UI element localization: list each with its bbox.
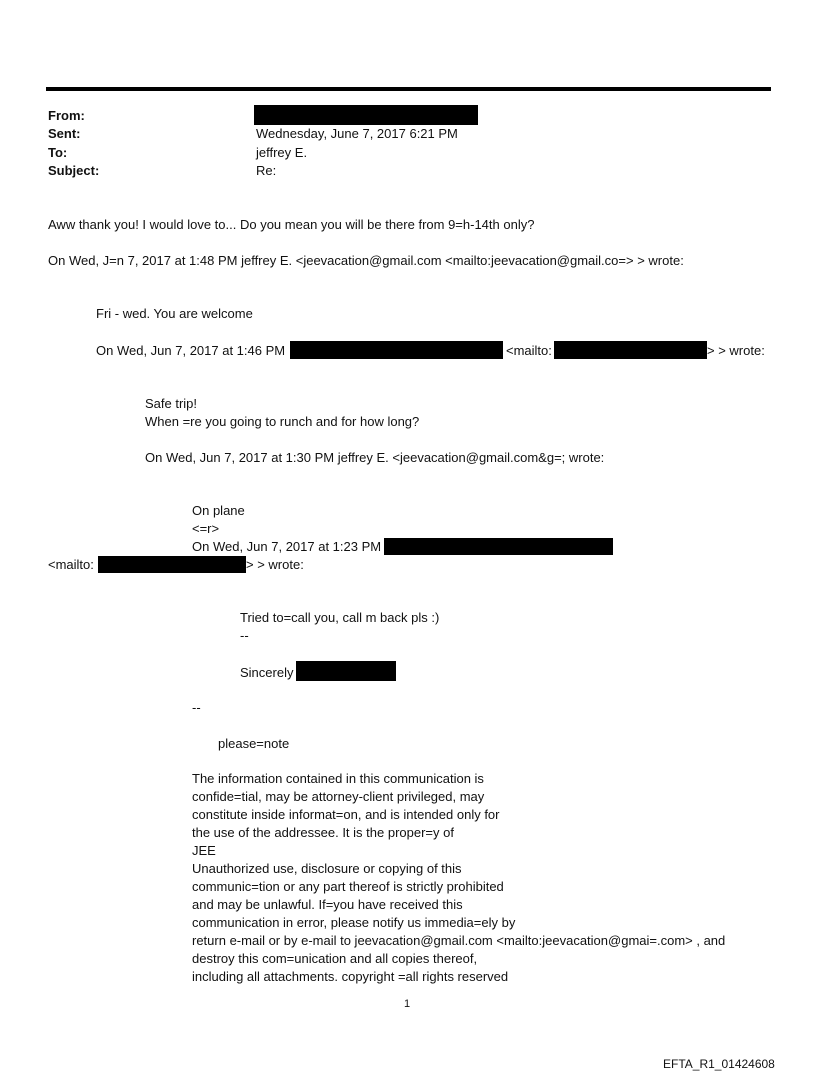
quote2-line-1: Safe trip! xyxy=(145,396,198,411)
from-label: From: xyxy=(48,108,85,123)
quote1-name-redaction xyxy=(290,341,503,359)
quote1-email-redaction xyxy=(554,341,707,359)
subject-value: Re: xyxy=(256,163,277,178)
disclaimer-line: destroy this com=unication and all copies thereof, xyxy=(192,951,478,966)
quote3-attribution-b: <mailto: xyxy=(48,557,94,572)
quote4-line-1: Tried to=call you, call m back pls :) xyxy=(240,610,440,625)
quote1-attribution-a: On Wed, Jun 7, 2017 at 1:46 PM xyxy=(96,343,286,358)
disclaimer-line: return e-mail or by e-mail to jeevacation@gmail.com <mailto:jeevacation@gmai=.com> , and xyxy=(192,933,726,948)
disclaimer-line: confide=tial, may be attorney-client privileged, may xyxy=(192,789,485,804)
quote4-sincerely: Sincerely xyxy=(240,665,294,680)
sig-dash: -- xyxy=(192,700,201,715)
disclaimer-line: communic=tion or any part thereof is strictly prohibited xyxy=(192,879,504,894)
document-id: EFTA_R1_01424608 xyxy=(663,1057,775,1071)
page-number: 1 xyxy=(404,998,411,1010)
quote3-attribution-a: On Wed, Jun 7, 2017 at 1:23 PM xyxy=(192,539,382,554)
quote2-line-2: When =re you going to runch and for how long? xyxy=(145,414,420,429)
to-value: jeffrey E. xyxy=(256,145,308,160)
subject-label: Subject: xyxy=(48,163,100,178)
sent-value: Wednesday, June 7, 2017 6:21 PM xyxy=(256,126,458,141)
body-attribution: On Wed, J=n 7, 2017 at 1:48 PM jeffrey E. <jeevacation@gmail.com <mailto:jeevacation@gmail.co=> > wrote: xyxy=(48,253,684,268)
body-line-1: Aww thank you! I would love to... Do you mean you will be there from 9=h-14th only? xyxy=(48,217,535,232)
sent-label: Sent: xyxy=(48,126,81,141)
disclaimer-line: including all attachments. copyright =all rights reserved xyxy=(192,969,509,984)
quote1-attribution-c: > > wrote: xyxy=(707,343,765,358)
disclaimer-line: constitute inside informat=on, and is intended only for xyxy=(192,807,500,822)
quote3-attribution-c: > > wrote: xyxy=(246,557,304,572)
quote3-name-redaction xyxy=(384,538,613,555)
please-note: please=note xyxy=(218,736,290,751)
disclaimer-line: communication in error, please notify us immedia=ely by xyxy=(192,915,516,930)
disclaimer-line: Unauthorized use, disclosure or copying of this xyxy=(192,861,462,876)
disclaimer-line: The information contained in this communication is xyxy=(192,771,484,786)
disclaimer-line: and may be unlawful. If=you have received this xyxy=(192,897,463,912)
quote2-attribution: On Wed, Jun 7, 2017 at 1:30 PM jeffrey E. <jeevacation@gmail.com&g=; wrote: xyxy=(145,450,605,465)
quote4-dash: -- xyxy=(240,628,249,643)
disclaimer-line: JEE xyxy=(192,843,216,858)
quote3-line-1: On plane xyxy=(192,503,245,518)
quote3-email-redaction xyxy=(98,556,246,573)
disclaimer-line: the use of the addressee. It is the proper=y of xyxy=(192,825,454,840)
quote1-attribution-b: <mailto: xyxy=(506,343,552,358)
header-rule xyxy=(46,87,771,91)
to-label: To: xyxy=(48,145,68,160)
quote1-line-1: Fri - wed. You are welcome xyxy=(96,306,253,321)
sincerely-name-redaction xyxy=(296,661,396,681)
quote3-line-2: <=r> xyxy=(192,521,220,536)
from-redaction xyxy=(254,105,478,125)
